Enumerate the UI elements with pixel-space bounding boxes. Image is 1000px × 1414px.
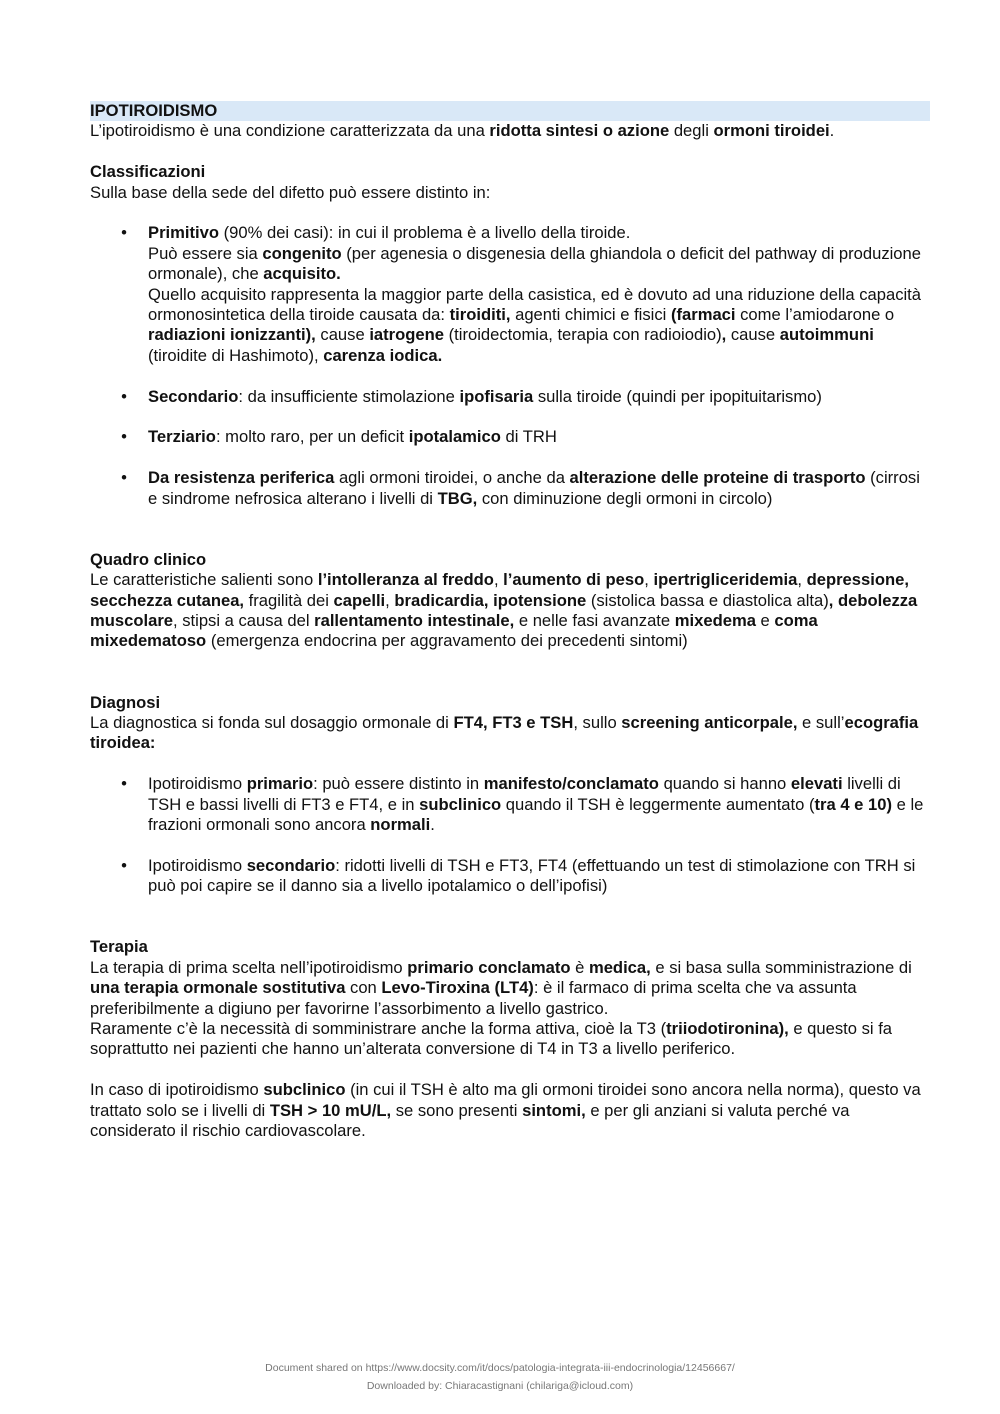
list-item-primitivo: • Primitivo (90% dei casi): in cui il problema è a livello della tiroide. Può essere sia congenito (per agenesia o disgenesia della ghiandola o deficit del pathway di produzione ormonale), che acquisito. Quello acquisito rappresenta la maggior parte della casistica, ed è dovuto ad una riduzione della capacità ormonosintetica della tiroide causata da: tiroiditi, agenti chimici e fisici (farmaci come l’amiodarone o radiazioni ionizzanti), cause iatrogene (tiroidectomia, terapia con radioiodio), cause autoimmuni (tiroidite di Hashimoto), carenza iodica. bbox=[90, 223, 932, 366]
footer-download-line: Downloaded by: Chiaracastignani (chilariga@icloud.com) bbox=[366, 1380, 634, 1392]
list-item-resistenza-periferica: • Da resistenza periferica agli ormoni tiroidei, o anche da alterazione delle proteine di trasporto (cirrosi e sindrome nefrosica alterano i livelli di TBG, con diminuzione degli ormoni in circolo) bbox=[90, 468, 932, 509]
terapia-paragraph-3: In caso di ipotiroidismo subclinico (in cui il TSH è alto ma gli ormoni tiroidei sono ancora nella norma), questo va trattato solo se i livelli di TSH > 10 mU/L, se sono presenti sintomi, e per gli anziani si valuta perché va considerato il rischio cardiovascolare. bbox=[90, 1080, 921, 1141]
section-heading-classificazioni: Classificazioni bbox=[90, 162, 206, 182]
section-heading-terapia: Terapia bbox=[90, 937, 148, 957]
section-heading-quadro-clinico: Quadro clinico bbox=[90, 549, 207, 569]
page-title: IPOTIROIDISMO bbox=[90, 101, 930, 121]
classificazioni-lead: Sulla base della sede del difetto può essere distinto in: bbox=[90, 182, 491, 202]
terapia-paragraph-1: La terapia di prima scelta nell’ipotiroidismo primario conclamato è medica, e si basa sulla somministrazione di una terapia ormonale sostitutiva con Levo-Tiroxina (LT4): è il farmaco di prima scelta che va assunta preferibilmente a digiuno per favorirne l’assorbimento a livello gastrico. bbox=[90, 957, 912, 1018]
list-item-primario: • Ipotiroidismo primario: può essere distinto in manifesto/conclamato quando si hanno elevati livelli di TSH e bassi livelli di FT3 e FT4, e in subclinico quando il TSH è leggermente aumentato (tra 4 e 10) e le frazioni ormonali sono ancora normali. bbox=[90, 774, 932, 835]
quadro-clinico-paragraph: Le caratteristiche salienti sono l’intolleranza al freddo, l’aumento di peso, ipertrigliceridemia, depressione, secchezza cutanea, fragilità dei capelli, bradicardia, ipotensione (sistolica bassa e diastolica alta), debolezza muscolare, stipsi a causa del rallentamento intestinale, e nelle fasi avanzate mixedema e coma mixedematoso (emergenza endocrina per aggravamento dei precedenti sintomi) bbox=[90, 570, 918, 651]
document-content bbox=[90, 101, 932, 1142]
section-heading-diagnosi: Diagnosi bbox=[90, 692, 161, 712]
bullet-icon: • bbox=[121, 427, 127, 447]
footer-share-line: Document shared on https://www.docsity.com/it/docs/patologia-integrata-iii-endocrinologia/12456667/ bbox=[265, 1362, 735, 1374]
list-item-terziario: • Terziario: molto raro, per un deficit ipotalamico di TRH bbox=[90, 427, 932, 447]
classificazioni-list bbox=[90, 223, 932, 509]
diagnosi-list bbox=[90, 774, 932, 896]
list-item-secondario: • Secondario: da insufficiente stimolazione ipofisaria sulla tiroide (quindi per ipopituitarismo) bbox=[90, 387, 932, 407]
bullet-icon: • bbox=[121, 855, 127, 875]
bullet-icon: • bbox=[121, 774, 127, 794]
list-item-secondario-diagnosi: • Ipotiroidismo secondario: ridotti livelli di TSH e FT3, FT4 (effettuando un test di stimolazione con TRH si può poi capire se il danno sia a livello ipotalamico o dell’ipofisi) bbox=[90, 856, 932, 897]
terapia-paragraph-2: Raramente c’è la necessità di somministrare anche la forma attiva, cioè la T3 (triiodotironina), e questo si fa soprattutto nei pazienti che hanno un’alterata conversione di T4 in T3 a livello periferico. bbox=[90, 1019, 893, 1059]
bullet-icon: • bbox=[121, 468, 127, 488]
bullet-icon: • bbox=[121, 386, 127, 406]
diagnosi-paragraph: La diagnostica si fonda sul dosaggio ormonale di FT4, FT3 e TSH, sullo screening anticorpale, e sull’ecografia tiroidea: bbox=[90, 713, 919, 753]
bullet-icon: • bbox=[121, 223, 127, 243]
intro-paragraph: L’ipotiroidismo è una condizione caratterizzata da una ridotta sintesi o azione degli ormoni tiroidei. bbox=[90, 121, 835, 141]
